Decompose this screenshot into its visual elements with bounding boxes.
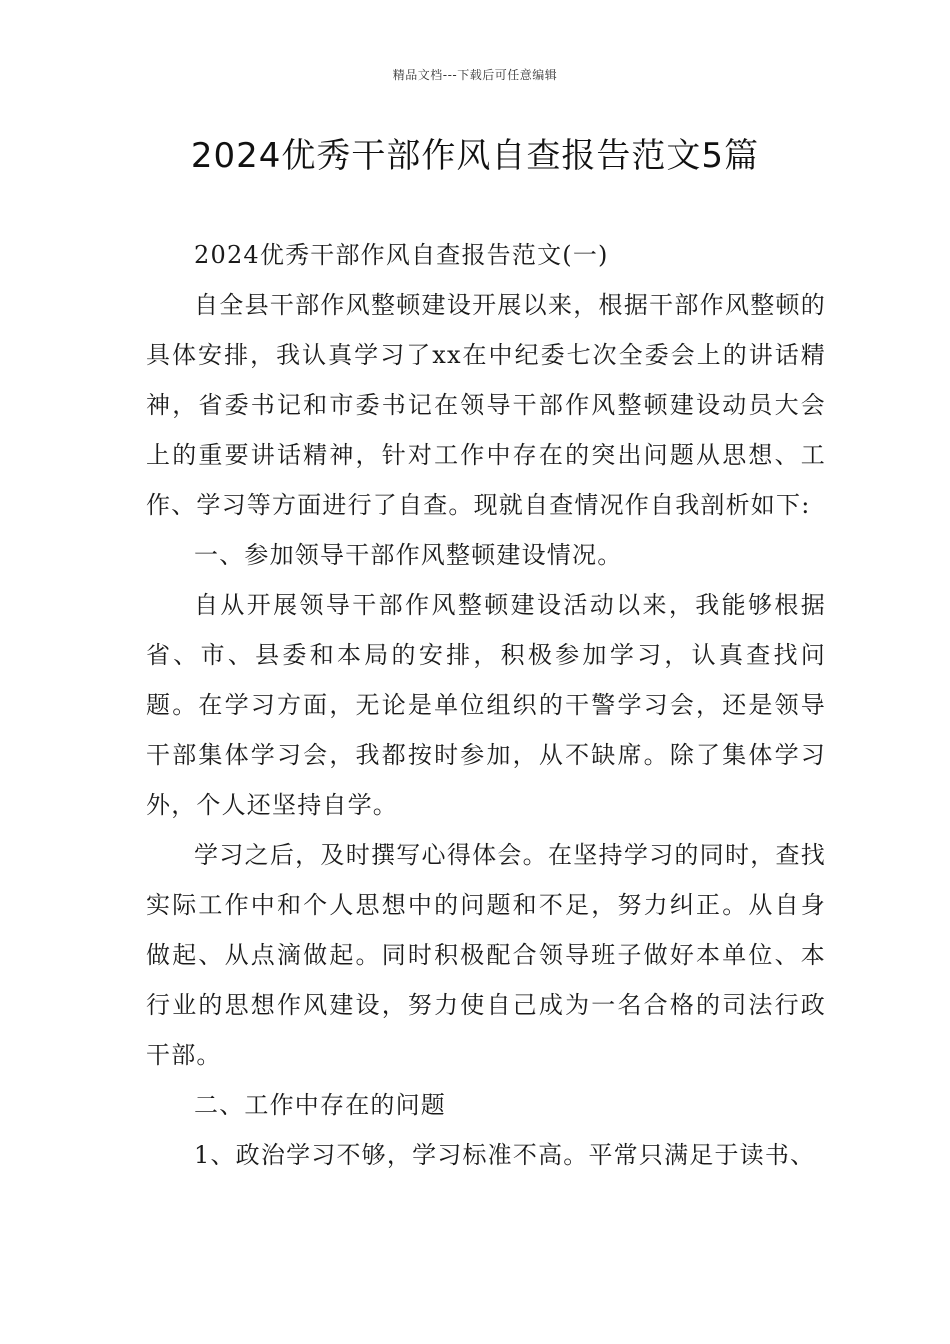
section-heading: 一、参加领导干部作风整顿建设情况。 [194,541,623,569]
section-heading: 2024优秀干部作风自查报告范文(一) [194,241,609,269]
paragraph: 学习之后，及时撰写心得体会。在坚持学习的同时，查找实际工作中和个人思想中的问题和不足，努力纠正。从自身做起、从点滴做起。同时积极配合领导班子做好本单位、本行业的思想作风建设，努力使自己成为一名合格的司法行政干部。 [146,841,826,1069]
header-note: 精品文档---下载后可任意编辑 [392,68,558,82]
document-body [146,230,826,1180]
paragraph: 自全县干部作风整顿建设开展以来，根据干部作风整顿的具体安排，我认真学习了xx在中纪委七次全委会上的讲话精神，省委书记和市委书记在领导干部作风整顿建设动员大会上的重要讲话精神，针对工作中存在的突出问题从思想、工作、学习等方面进行了自查。现就自查情况作自我剖析如下: [146,291,826,519]
document-title: 2024优秀干部作风自查报告范文5篇 [190,136,760,176]
paragraph: 1、政治学习不够，学习标准不高。平常只满足于读书、 [194,1141,816,1169]
section-heading: 二、工作中存在的问题 [194,1091,446,1119]
paragraph: 自从开展领导干部作风整顿建设活动以来，我能够根据省、市、县委和本局的安排，积极参加学习，认真查找问题。在学习方面，无论是单位组织的干警学习会，还是领导干部集体学习会，我都按时参加，从不缺席。除了集体学习外，个人还坚持自学。 [146,591,826,819]
